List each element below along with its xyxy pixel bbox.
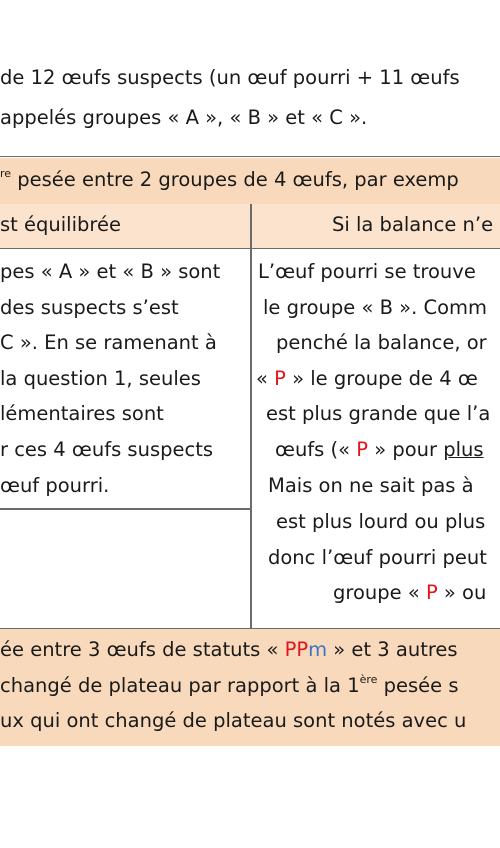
bottom-superscript: ère bbox=[359, 673, 378, 686]
right-cell-line: L’œuf pourri se trouve bbox=[258, 260, 476, 283]
text-part: « bbox=[256, 367, 275, 390]
right-cell-line: penché la balance, or bbox=[276, 331, 487, 354]
text-part: » le groupe de 4 œ bbox=[285, 367, 478, 390]
red-p: P bbox=[274, 367, 286, 390]
bottom-line-2 bbox=[0, 673, 459, 697]
text-part: ée entre 3 œufs de statuts « bbox=[0, 638, 285, 661]
table-top-title bbox=[0, 167, 459, 191]
underlined-word: plus bbox=[443, 438, 484, 461]
text-part: » pour bbox=[368, 438, 444, 461]
right-cell-line: est plus lourd ou plus bbox=[276, 510, 486, 533]
text-part: groupe « bbox=[333, 581, 426, 604]
text-part: » ou bbox=[437, 581, 487, 604]
text-part: pesée s bbox=[377, 674, 459, 697]
right-cell-line: donc l’œuf pourri peut bbox=[268, 546, 487, 569]
left-cell-line: lémentaires sont bbox=[0, 402, 164, 425]
text-part: œufs (« bbox=[275, 438, 357, 461]
right-cell-line: Mais on ne sait pas à bbox=[268, 474, 474, 497]
left-cell-line: œuf pourri. bbox=[0, 474, 110, 497]
intro-line-1: de 12 œufs suspects (un œuf pourri + 11 œufs bbox=[0, 66, 460, 89]
right-cell-line bbox=[333, 581, 486, 604]
right-cell-line bbox=[256, 367, 478, 390]
right-cell-line bbox=[275, 438, 484, 461]
left-cell-line: pes « A » et « B » sont bbox=[0, 260, 221, 283]
red-p: P bbox=[425, 581, 438, 604]
intro-line-2: appelés groupes « A », « B » et « C ». bbox=[0, 106, 368, 129]
red-p: P bbox=[356, 438, 369, 461]
left-cell-line: la question 1, seules bbox=[0, 367, 201, 390]
left-cell-line: des suspects s’est bbox=[0, 296, 179, 319]
blue-m: m bbox=[308, 638, 328, 661]
header-right: Si la balance n’e bbox=[332, 213, 494, 236]
right-cell-line: est plus grande que l’a bbox=[266, 402, 491, 425]
bottom-line-1 bbox=[0, 638, 458, 661]
bottom-line-3: ux qui ont changé de plateau sont notés avec u bbox=[0, 709, 467, 732]
top-superscript: re bbox=[0, 167, 12, 180]
left-cell-line: C ». En se ramenant à bbox=[0, 331, 217, 354]
header-left: st équilibrée bbox=[0, 213, 121, 236]
red-pp: PP bbox=[284, 638, 309, 661]
text-part: changé de plateau par rapport à la 1 bbox=[0, 674, 360, 697]
left-cell-line: r ces 4 œufs suspects bbox=[0, 438, 214, 461]
left-cell-divider bbox=[0, 508, 250, 510]
text-part: » et 3 autres bbox=[327, 638, 458, 661]
right-cell-line: le groupe « B ». Comm bbox=[263, 296, 488, 319]
column-divider bbox=[250, 204, 252, 628]
top-title-text: pesée entre 2 groupes de 4 œufs, par exemp bbox=[11, 168, 459, 191]
